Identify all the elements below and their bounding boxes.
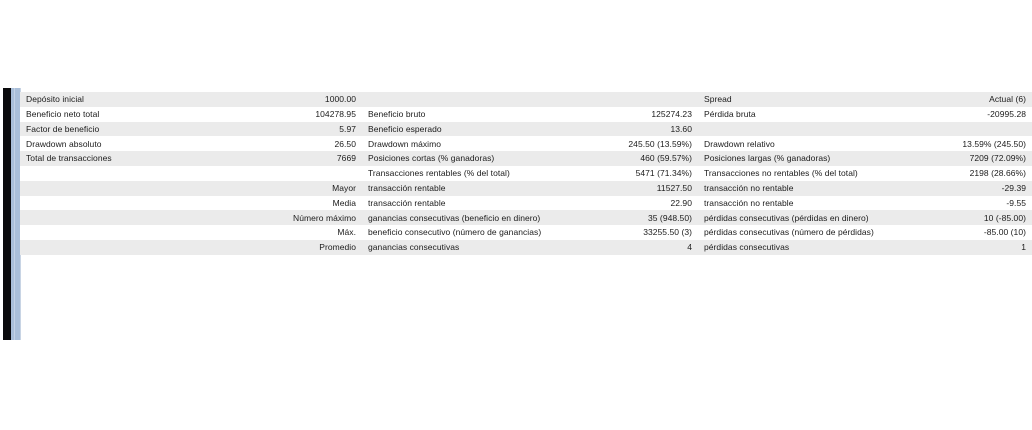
metric-value-3: 7209 (72.09%) xyxy=(969,153,1026,164)
metric-label-2: transacción rentable xyxy=(368,182,446,193)
metric-label-2: ganancias consecutivas (beneficio en dinero) xyxy=(368,212,541,223)
metric-value-2: 13.60 xyxy=(670,123,692,134)
metric-value-3 xyxy=(905,122,1032,137)
report-row[interactable] xyxy=(20,225,1032,240)
metric-label-2: Beneficio bruto xyxy=(362,107,574,122)
metric-label-1: Depósito inicial xyxy=(26,94,84,105)
metric-value-1: 26.50 xyxy=(237,136,362,151)
metric-value-3: -20995.28 xyxy=(905,107,1032,122)
metric-label-2: Posiciones cortas (% ganadoras) xyxy=(368,153,495,164)
metric-value-3: 13.59% (245.50) xyxy=(905,136,1032,151)
metric-value-2: 35 (948.50) xyxy=(647,212,692,223)
metric-value-2 xyxy=(574,92,698,107)
metric-label-1 xyxy=(20,181,237,196)
metric-value-3: 1 xyxy=(1021,242,1026,253)
report-row[interactable] xyxy=(20,196,1032,211)
metric-label-3: transacción no rentable xyxy=(704,182,794,193)
metric-value-2: 460 (59.57%) xyxy=(640,153,692,164)
metric-label-1 xyxy=(20,196,237,211)
metric-label-1: Factor de beneficio xyxy=(26,123,100,134)
report-row[interactable] xyxy=(20,181,1032,196)
metric-value-3: 2198 (28.66%) xyxy=(905,166,1032,181)
metric-value-1: 7669 xyxy=(336,153,356,164)
metric-value-2: 22.90 xyxy=(574,196,698,211)
report-row[interactable] xyxy=(20,210,1032,225)
metric-label-2 xyxy=(362,92,574,107)
report-row[interactable] xyxy=(20,240,1032,255)
metric-label-2: Beneficio esperado xyxy=(368,123,442,134)
metric-label-3: pérdidas consecutivas xyxy=(704,242,790,253)
report-row[interactable] xyxy=(20,92,1032,107)
metric-label-3: Drawdown relativo xyxy=(698,136,905,151)
metric-value-3: -85.00 (10) xyxy=(905,225,1032,240)
metric-label-2: beneficio consecutivo (número de ganancias) xyxy=(362,225,574,240)
metric-label-3: transacción no rentable xyxy=(698,196,905,211)
metric-value-2: 5471 (71.34%) xyxy=(574,166,698,181)
metric-value-1 xyxy=(237,166,362,181)
metric-label-2: transacción rentable xyxy=(362,196,574,211)
metric-value-3: 10 (-85.00) xyxy=(983,212,1026,223)
metric-value-3: -29.39 xyxy=(1001,182,1026,193)
metric-label-1: Drawdown absoluto xyxy=(20,136,237,151)
metric-value-1: Mayor xyxy=(332,182,356,193)
metric-value-1: Promedio xyxy=(319,242,356,253)
metric-label-3: Transacciones no rentables (% del total) xyxy=(698,166,905,181)
report-row[interactable] xyxy=(20,107,1032,122)
metric-label-3 xyxy=(698,122,905,137)
metric-value-1: Media xyxy=(237,196,362,211)
metric-label-1 xyxy=(20,225,237,240)
metric-label-2: Transacciones rentables (% del total) xyxy=(362,166,574,181)
metric-label-2: ganancias consecutivas xyxy=(368,242,460,253)
report-row[interactable] xyxy=(20,166,1032,181)
metric-label-1 xyxy=(20,240,237,255)
metric-label-1: Beneficio neto total xyxy=(20,107,237,122)
report-row[interactable] xyxy=(20,151,1032,166)
metric-label-3: pérdidas consecutivas (pérdidas en dinero) xyxy=(704,212,869,223)
metric-value-2: 245.50 (13.59%) xyxy=(574,136,698,151)
metric-value-1: Máx. xyxy=(237,225,362,240)
metric-value-2: 11527.50 xyxy=(656,182,692,193)
report-row[interactable] xyxy=(20,136,1032,151)
metric-label-1 xyxy=(20,166,237,181)
metric-value-2: 125274.23 xyxy=(574,107,698,122)
metric-label-2: Drawdown máximo xyxy=(362,136,574,151)
metric-label-3: Spread xyxy=(704,94,732,105)
metric-value-1: 5.97 xyxy=(339,123,356,134)
metric-label-3: pérdidas consecutivas (número de pérdidas) xyxy=(698,225,905,240)
window-edge-shadow xyxy=(3,88,11,340)
metric-value-1: 104278.95 xyxy=(237,107,362,122)
metric-value-3: -9.55 xyxy=(905,196,1032,211)
metric-label-3: Posiciones largas (% ganadoras) xyxy=(704,153,831,164)
metric-value-3: Actual (6) xyxy=(989,94,1026,105)
metric-value-2: 4 xyxy=(687,242,692,253)
report-body xyxy=(20,92,1032,255)
report-row[interactable] xyxy=(20,122,1032,137)
metric-label-3: Pérdida bruta xyxy=(698,107,905,122)
metric-value-1: 1000.00 xyxy=(324,94,356,105)
metric-label-1 xyxy=(20,210,237,225)
metric-value-1: Número máximo xyxy=(293,212,356,223)
strategy-report-table xyxy=(20,92,1032,255)
metric-label-1: Total de transacciones xyxy=(26,153,112,164)
metric-value-2: 33255.50 (3) xyxy=(574,225,698,240)
